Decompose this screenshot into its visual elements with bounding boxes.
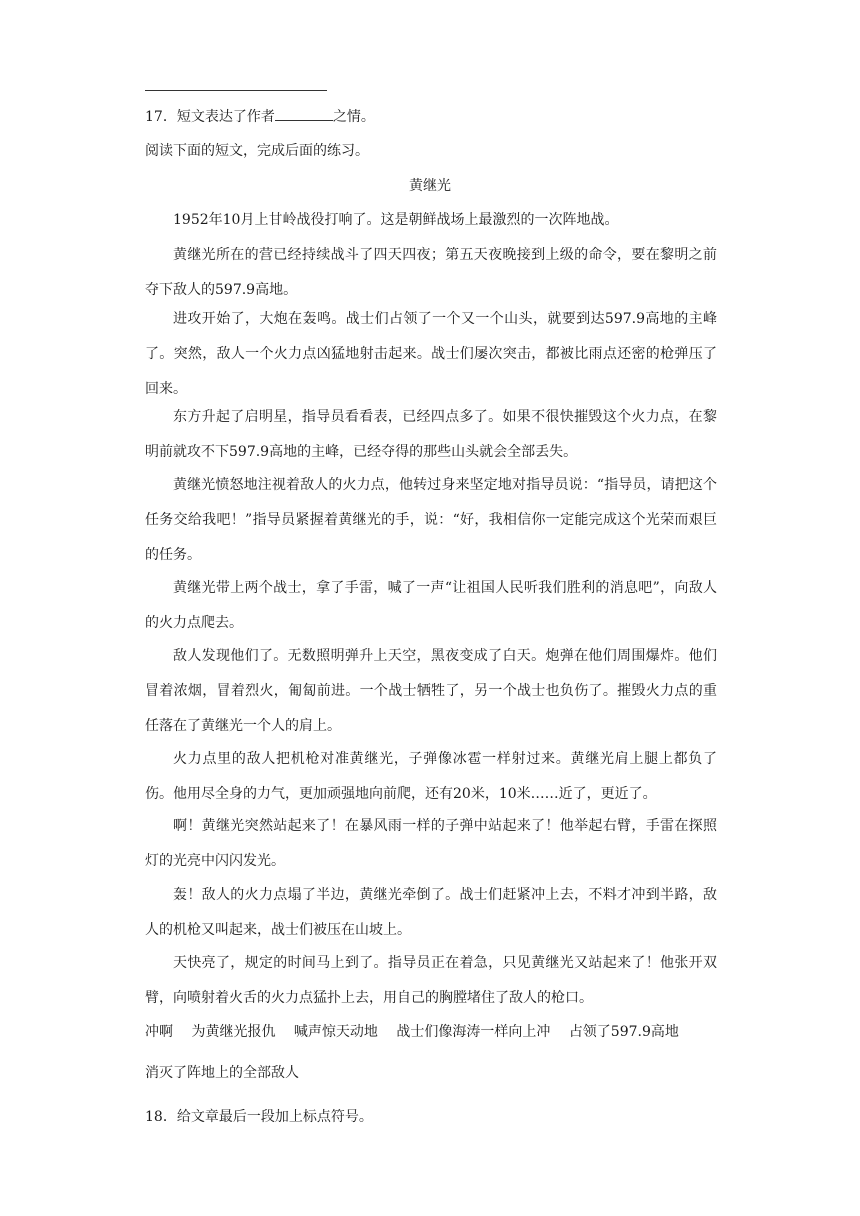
phrase: 为黄继光报仇: [191, 1024, 276, 1040]
paragraph: 黄继光愤怒地注视着敌人的火力点，他转过身来坚定地对指导员说：“指导员，请把这个任务交给我吧！”指导员紧握着黄继光的手，说：“好，我相信你一定能完成这个光荣而艰巨的任务。: [145, 477, 717, 563]
fill-blank[interactable]: [275, 106, 333, 121]
question-18: 18．给文章最后一段加上标点符号。: [145, 1109, 373, 1125]
paragraph: 轰！敌人的火力点塌了半边，黄继光牵倒了。战士们赶紧冲上去，不料才冲到半路，敌人的机枪又叫起来，战士们被压在山坡上。: [145, 887, 717, 938]
paragraph: 东方升起了启明星，指导员看看表，已经四点多了。如果不很快摧毁这个火力点，在黎明前就攻不下597.9高地的主峰，已经夺得的那些山头就会全部丢失。: [145, 409, 717, 460]
phrase: 冲啊: [145, 1024, 173, 1040]
question-number: 17．: [145, 109, 177, 125]
paragraph: 1952年10月上甘岭战役打响了。这是朝鲜战场上最激烈的一次阵地战。: [173, 212, 619, 228]
phrase: 消灭了阵地上的全部敌人: [145, 1065, 299, 1081]
phrase: 喊声惊天动地: [293, 1024, 378, 1040]
paragraph: 黄继光所在的营已经持续战斗了四天四夜；第五天夜晚接到上级的命令，要在黎明之前夺下敌人的597.9高地。: [145, 247, 717, 298]
question-text-end: 之情。: [332, 109, 375, 125]
question-17: [145, 106, 375, 127]
paragraph: 黄继光带上两个战士，拿了手雷，喊了一声“让祖国人民听我们胜利的消息吧”，向敌人的火力点爬去。: [145, 580, 717, 631]
paragraph: 啊！黄继光突然站起来了！在暴风雨一样的子弹中站起来了！他举起右臂，手雷在探照灯的光亮中闪闪发光。: [145, 818, 717, 869]
paragraph: 敌人发现他们了。无数照明弹升上天空，黑夜变成了白天。炮弹在他们周围爆炸。他们冒着浓烟，冒着烈火，匍匐前进。一个战士牺牲了，另一个战士也负伤了。摧毁火力点的重任落在了黄继光一个人的肩上。: [145, 648, 717, 734]
phrase: 占领了597.9高地: [568, 1024, 679, 1040]
reading-instruction: 阅读下面的短文，完成后面的练习。: [145, 143, 369, 159]
article-title: 黄继光: [409, 178, 451, 194]
phrase: 战士们像海涛一样向上冲: [396, 1024, 551, 1040]
answer-line: [145, 90, 327, 91]
paragraph: 进攻开始了，大炮在轰鸣。战士们占领了一个又一个山头，就要到达597.9高地的主峰了。突然，敌人一个火力点凶猛地射击起来。战士们屡次突击，都被比雨点还密的枪弹压了回来。: [145, 311, 717, 397]
paragraph: 火力点里的敌人把机枪对准黄继光，子弹像冰雹一样射过来。黄继光肩上腿上都负了伤。他用尽全身的力气，更加顽强地向前爬，还有20米，10米……近了，更近了。: [145, 751, 717, 802]
paragraph: 天快亮了，规定的时间马上到了。指导员正在着急，只见黄继光又站起来了！他张开双臂，向喷射着火舌的火力点猛扑上去，用自己的胸膛堵住了敌人的枪口。: [145, 955, 717, 1006]
question-text: 短文表达了作者: [176, 109, 275, 125]
unpunctuated-last-paragraph: [145, 1012, 705, 1094]
